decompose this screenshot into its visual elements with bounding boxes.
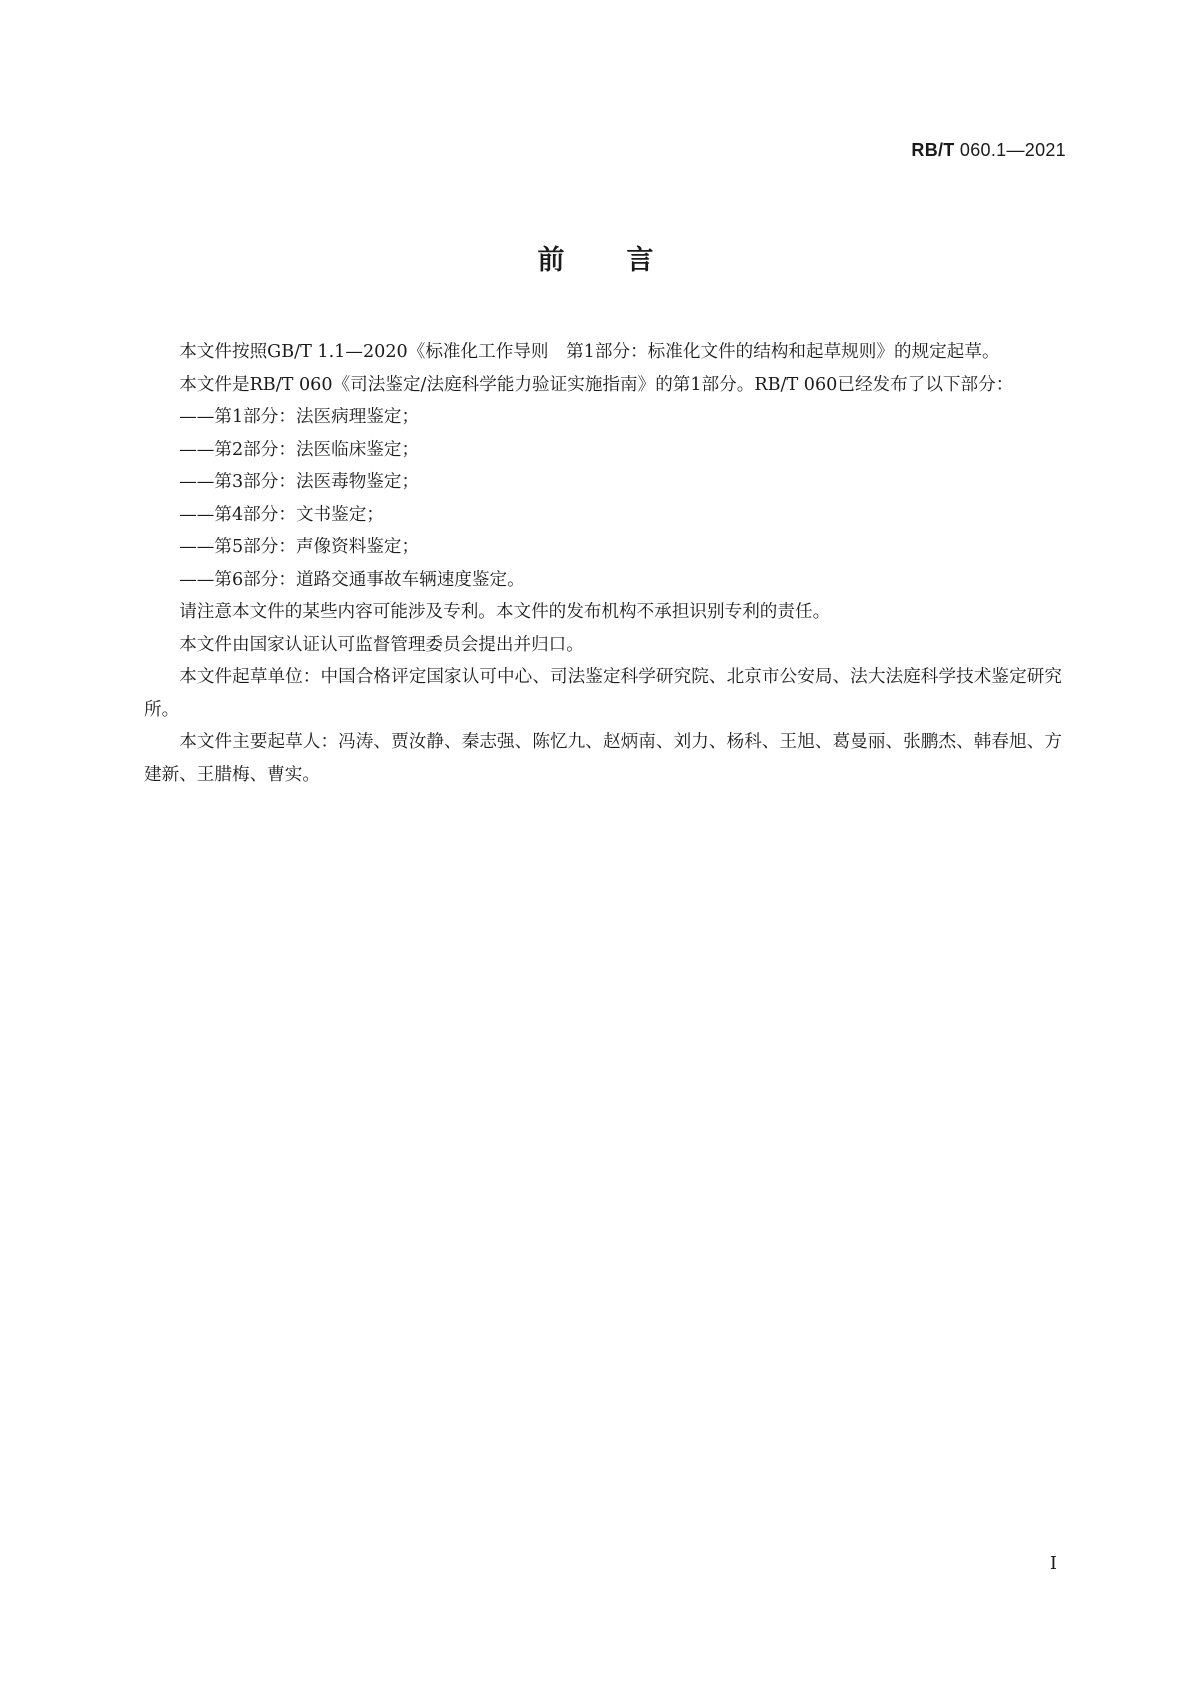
page-number: I	[1049, 1553, 1057, 1574]
foreword-body	[144, 336, 1062, 791]
paragraph-patent-notice: 请注意本文件的某些内容可能涉及专利。本文件的发布机构不承担识别专利的责任。	[179, 602, 831, 622]
paragraph-drafting-units: 本文件起草单位：中国合格评定国家认可中心、司法鉴定科学研究院、北京市公安局、法大法庭科学技术鉴定研究所。	[144, 667, 1062, 720]
paragraph-document-series: 本文件是RB/T 060《司法鉴定/法庭科学能力验证实施指南》的第1部分。RB/T 060已经发布了以下部分：	[179, 374, 1014, 395]
paragraph-proposer: 本文件由国家认证认可监督管理委员会提出并归口。	[179, 634, 584, 655]
document-number-prefix: RB/T	[911, 140, 955, 160]
list-item-part-4: ——第4部分：文书鉴定；	[179, 504, 384, 525]
paragraph-drafters: 本文件主要起草人：冯涛、贾汝静、秦志强、陈忆九、赵炳南、刘力、杨科、王旭、葛曼丽、张鹏杰、韩春旭、方建新、王腊梅、曹实。	[144, 732, 1062, 785]
paragraph-drafting-rules: 本文件按照GB/T 1.1—2020《标准化工作导则 第1部分：标准化文件的结构和起草规则》的规定起草。	[179, 342, 1000, 362]
list-item-part-2: ——第2部分：法医临床鉴定；	[179, 439, 420, 460]
document-number-value: 060.1—2021	[954, 140, 1066, 160]
document-number	[911, 140, 1066, 161]
list-item-part-3: ——第3部分：法医毒物鉴定；	[179, 472, 420, 492]
page-title: 前言	[537, 245, 716, 276]
list-item-part-6: ——第6部分：道路交通事故车辆速度鉴定。	[179, 569, 525, 590]
list-item-part-5: ——第5部分：声像资料鉴定；	[179, 537, 420, 557]
list-item-part-1: ——第1部分：法医病理鉴定；	[179, 407, 420, 427]
